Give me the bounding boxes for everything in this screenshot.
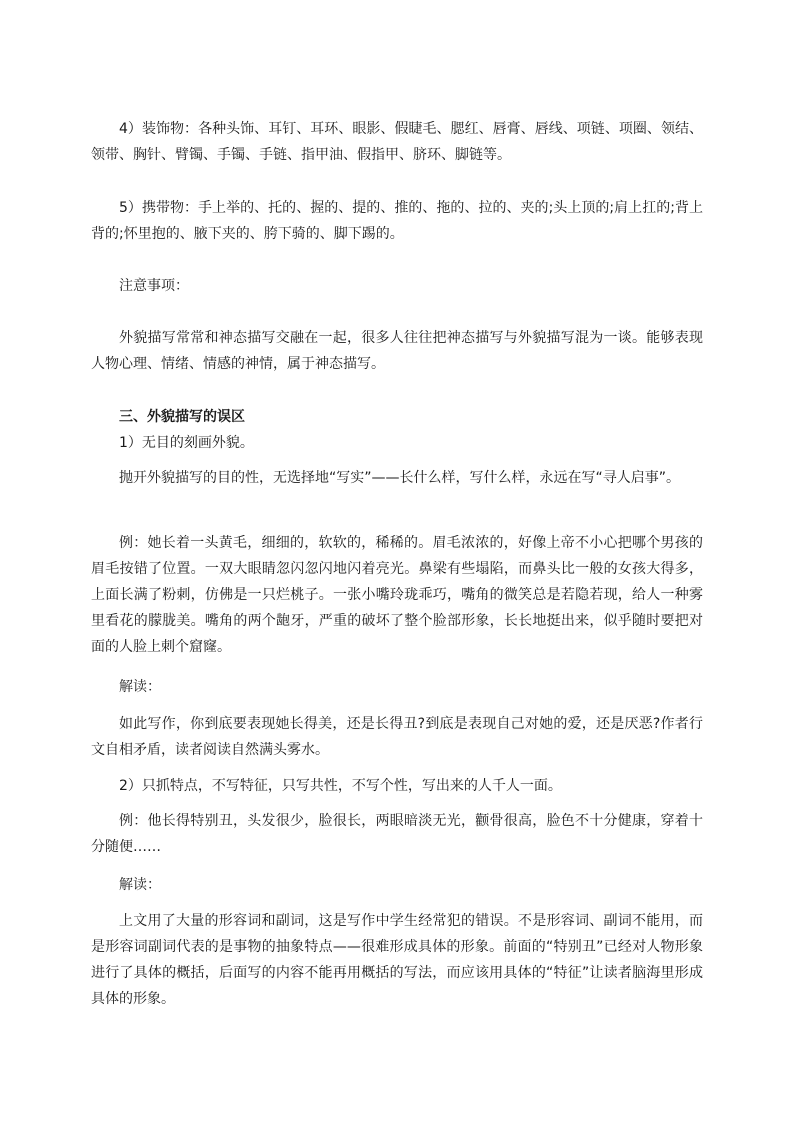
example-1: 例：她长着一头黄毛，细细的，软软的，稀稀的。眉毛浓浓的，好像上帝不小心把哪个男孩的眉毛按错了位置。一双大眼睛忽闪忽闪地闪着亮光。鼻梁有些塌陷，而鼻头比一般的女孩大得多，上面长满了粉刺，仿佛是一只烂桃子。一张小嘴玲珑乖巧，嘴角的微笑总是若隐若现，给人一种雾里看花的朦胧美。嘴角的两个龅牙，严重的破坏了整个脸部形象，长长地挺出来，似乎随时要把对面的人脸上刺个窟窿。 xyxy=(91,535,703,655)
paragraph-carried-items: 5）携带物：手上举的、托的、握的、提的、推的、拖的、拉的、夹的;头上顶的;肩上扛的;背上背的;怀里抱的、腋下夹的、胯下骑的、脚下踢的。 xyxy=(91,200,703,242)
point-1-description: 抛开外貌描写的目的性，无选择地“写实”——长什么样，写什么样，永远在写“寻人启事”。 xyxy=(119,470,681,486)
section-heading-misconceptions: 三、外貌描写的误区 xyxy=(119,409,245,425)
analysis-1-body: 如此写作，你到底要表现她长得美，还是长得丑?到底是表现自己对她的爱，还是厌恶?作者行文自相矛盾，读者阅读自然满头雾水。 xyxy=(91,716,703,758)
analysis-1-label: 解读： xyxy=(119,679,161,695)
paragraph-notes-label: 注意事项： xyxy=(119,278,189,294)
example-2: 例：他长得特别丑，头发很少，脸很长，两眼暗淡无光，颧骨很高，脸色不十分健康，穿着十分随便…… xyxy=(91,813,703,855)
paragraph-notes-body: 外貌描写常常和神态描写交融在一起，很多人往往把神态描写与外貌描写混为一谈。能够表现人物心理、情绪、情感的神情，属于神态描写。 xyxy=(91,330,703,372)
paragraph-decorations: 4）装饰物：各种头饰、耳钉、耳环、眼影、假睫毛、腮红、唇膏、唇线、项链、项圈、领结、领带、胸针、臂镯、手镯、手链、指甲油、假指甲、脐环、脚链等。 xyxy=(91,121,703,163)
point-2-title: 2）只抓特点，不写特征，只写共性，不写个性，写出来的人千人一面。 xyxy=(119,778,562,794)
analysis-2-label: 解读： xyxy=(119,877,161,893)
point-1-title: 1）无目的刻画外貌。 xyxy=(119,435,254,451)
analysis-2-body: 上文用了大量的形容词和副词，这是写作中学生经常犯的错误。不是形容词、副词不能用，而是形容词副词代表的是事物的抽象特点——很难形成具体的形象。前面的“特别丑”已经对人物形象进行了具体的概括，后面写的内容不能再用概括的写法，而应该用具体的“特征”让读者脑海里形成具体的形象。 xyxy=(91,913,703,1007)
